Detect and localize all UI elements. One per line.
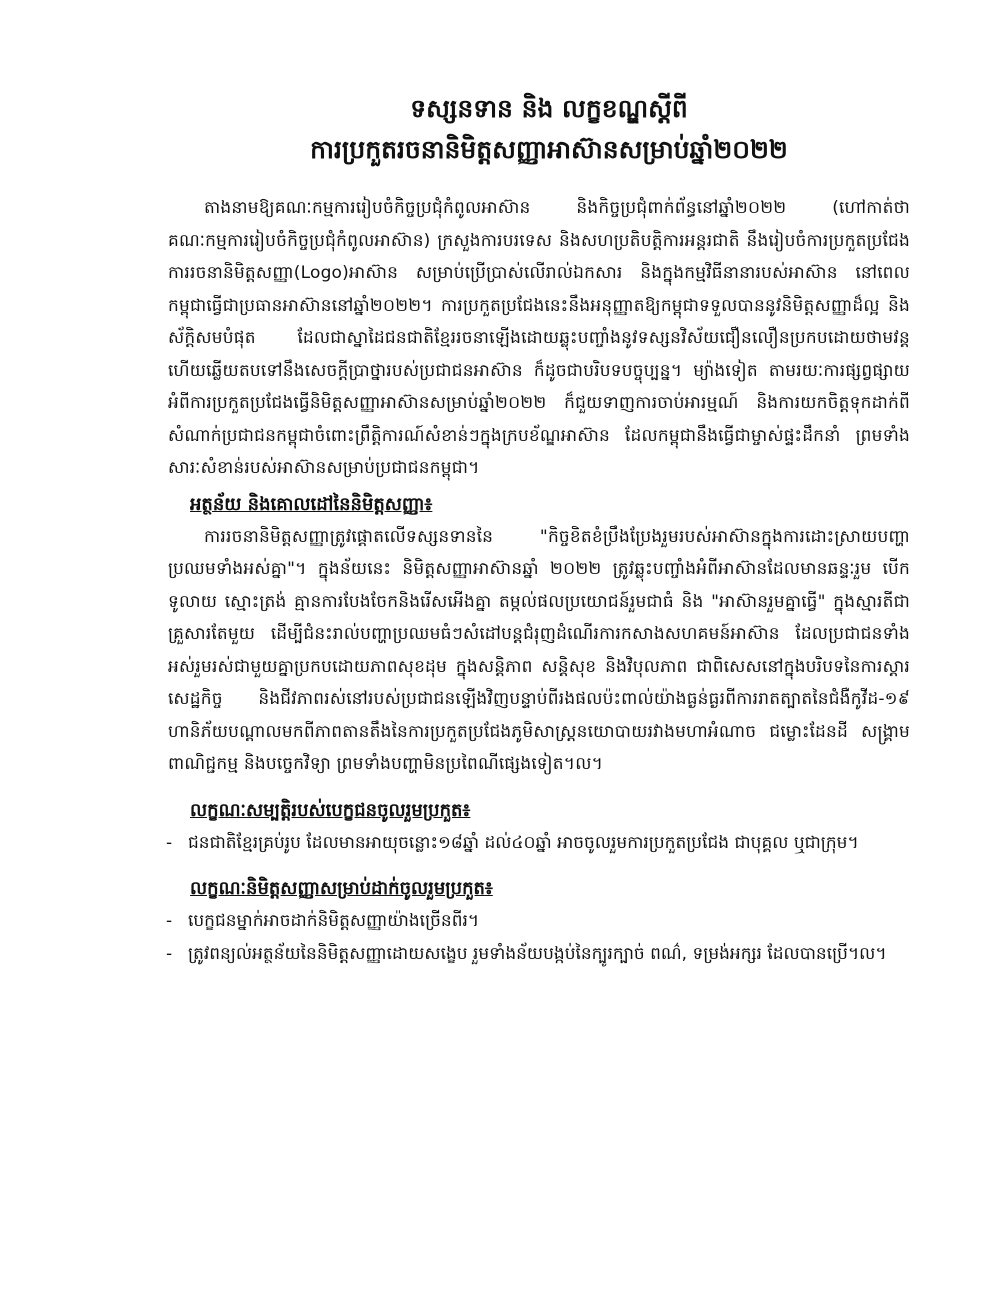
title-line-2: ការប្រកួតរចនានិមិត្តសញ្ញាអាស៊ានសម្រាប់ឆ្នាំ២០២២: [310, 135, 788, 164]
logo-criteria-list: [168, 905, 910, 970]
bullet-dash: -: [166, 943, 173, 964]
bullet-dash: -: [166, 832, 173, 853]
section-heading-meaning: អត្ថន័យ និងគោលដៅនៃនិមិត្តសញ្ញា៖: [190, 493, 433, 515]
list-item: [168, 938, 910, 971]
section-heading-eligibility: លក្ខណៈសម្បត្តិរបស់បេក្ខជនចូលរួមប្រកួត៖: [190, 799, 471, 821]
eligibility-list: [168, 827, 910, 860]
list-item-text: បេក្ខជនម្នាក់អាចដាក់និមិត្តសញ្ញាយ៉ាងច្រើនពីរ។: [188, 911, 480, 931]
bullet-dash: -: [166, 911, 173, 931]
list-item: [168, 827, 910, 860]
intro-paragraph: តាងនាមឱ្យគណៈកម្មការរៀបចំកិច្ចប្រជុំកំពូលអាស៊ាន និងកិច្ចប្រជុំពាក់ព័ន្ធនៅឆ្នាំ២០២២ (ហៅកាត់ថាគណៈកម្មការរៀបចំកិច្ចប្រជុំកំពូលអាស៊ាន) ក្រសួងការបរទេស និងសហប្រតិបត្តិការអន្តរជាតិ នឹងរៀបចំការប្រកួតប្រជែងការរចនានិមិត្តសញ្ញា(Logo)អាស៊ាន សម្រាប់ប្រើប្រាស់លើរាល់ឯកសារ និងក្នុងកម្មវិធីនានារបស់អាស៊ាន នៅពេលកម្ពុជាធ្វើជាប្រធានអាស៊ាននៅឆ្នាំ២០២២។ ការប្រកួតប្រជែងនេះនឹងអនុញ្ញាតឱ្យកម្ពុជាទទួលបាននូវនិមិត្តសញ្ញាដ៏ល្អ និងស័ក្តិសមបំផុត ដែលជាស្នាដៃជនជាតិខ្មែររចនាឡើងដោយឆ្លុះបញ្ចាំងនូវទស្សនវិស័យជឿនលឿនប្រកបដោយថាមវន្ត ហើយឆ្លើយតបទៅនឹងសេចក្ដីប្រាថ្នារបស់ប្រជាជនអាស៊ាន ក៏ដូចជាបរិបទបច្ចុប្បន្ន។ ម្យ៉ាងទៀត តាមរយៈការផ្សព្វផ្សាយអំពីការប្រកួតប្រជែងធ្វើនិមិត្តសញ្ញាអាស៊ានសម្រាប់ឆ្នាំ២០២២ ក៏ជួយទាញការចាប់អារម្មណ៍ និងការយកចិត្តទុកដាក់ពីសំណាក់ប្រជាជនកម្ពុជាចំពោះព្រឹត្តិការណ៍សំខាន់ៗក្នុងក្របខ័ណ្ឌអាស៊ាន ដែលកម្ពុជានឹងធ្វើជាម្ចាស់ផ្ទះដឹកនាំ ព្រមទាំងសារៈសំខាន់របស់អាស៊ានសម្រាប់ប្រជាជនកម្ពុជា។: [168, 198, 910, 478]
list-item: [168, 905, 910, 938]
meaning-paragraph: ការរចនានិមិត្តសញ្ញាត្រូវផ្ដោតលើទស្សនទាននៃ "កិច្ចខិតខំប្រឹងប្រែងរួមរបស់អាស៊ានក្នុងការដោះស្រាយបញ្ហាប្រឈមទាំងអស់គ្នា"។ ក្នុងន័យនេះ និមិត្តសញ្ញាអាស៊ានឆ្នាំ ២០២២ ត្រូវឆ្លុះបញ្ចាំងអំពីអាស៊ានដែលមានឆន្ទៈរួម បើកទូលាយ ស្មោះត្រង់ គ្មានការបែងចែកនិងរើសអើងគ្នា តម្កល់ផលប្រយោជន៍រួមជាធំ និង "អាស៊ានរួមគ្នាធ្វើ" ក្នុងស្មារតីជាគ្រួសារតែមួយ ដើម្បីជំនះរាល់បញ្ហាប្រឈមធំៗសំដៅបន្តជំរុញដំណើរការកសាងសហគមន៍អាស៊ាន ដែលប្រជាជនទាំងអស់រួមរស់ជាមួយគ្នាប្រកបដោយភាពសុខដុម ក្នុងសន្តិភាព សន្តិសុខ និងវិបុលភាព ជាពិសេសនៅក្នុងបរិបទនៃការស្ដារសេដ្ឋកិច្ច និងជីវភាពរស់នៅរបស់ប្រជាជនឡើងវិញបន្ទាប់ពីរងផលប៉ះពាល់យ៉ាងធ្ងន់ធ្ងរពីការរាតត្បាតនៃជំងឺកូវីដ-១៩ ហានិភ័យបណ្ដាលមកពីភាពតានតឹងនៃការប្រកួតប្រជែងភូមិសាស្ត្រនយោបាយរវាងមហាអំណាច ជម្លោះដែនដី សង្គ្រាមពាណិជ្ជកម្ម និងបច្ចេកវិទ្យា ព្រមទាំងបញ្ហាមិនប្រពៃណីផ្សេងទៀត។ល។: [168, 526, 910, 774]
title-line-1: ទស្សនទាន និង លក្ខខណ្ឌស្ដីពី: [410, 94, 688, 123]
list-item-text: ជនជាតិខ្មែរគ្រប់រូប ដែលមានអាយុចន្លោះ១៨ឆ្នាំ ដល់៤០ឆ្នាំ អាចចូលរួមការប្រកួតប្រជែង ជាបុគ្គល ឬជាក្រុម។: [188, 832, 859, 853]
document-title: [168, 88, 910, 170]
section-heading-logo-criteria: លក្ខណៈនិមិត្តសញ្ញាសម្រាប់ដាក់ចូលរួមប្រកួត៖: [190, 878, 493, 899]
list-item-text: ត្រូវពន្យល់អត្ថន័យនៃនិមិត្តសញ្ញាដោយសង្ខេប រួមទាំងន័យបង្កប់នៃក្បូរក្បាច់ ពណ៌, ទម្រង់អក្សរ ដែលបានប្រើ។ល។: [188, 943, 887, 964]
